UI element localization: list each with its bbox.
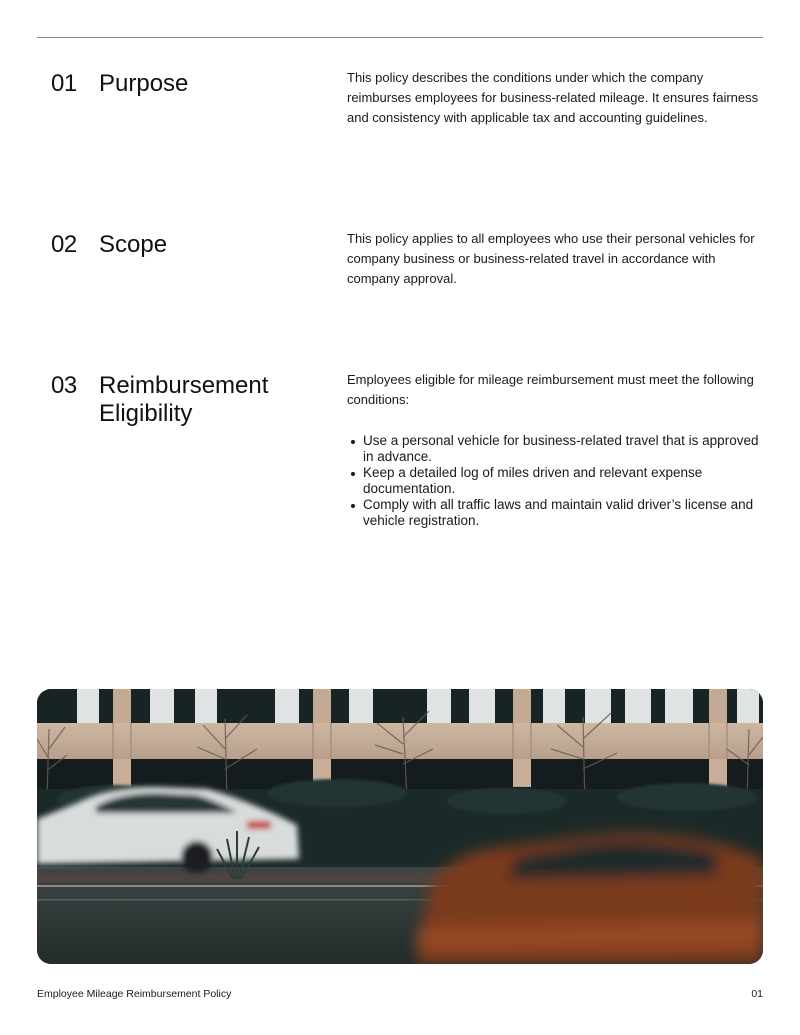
footer-page-number: 01: [751, 988, 763, 1000]
list-item: Use a personal vehicle for business-related travel that is approved in advance.: [347, 433, 767, 465]
section-number: 02: [51, 231, 77, 258]
street-photo: [37, 689, 763, 964]
list-item: Keep a detailed log of miles driven and relevant expense documentation.: [347, 465, 767, 497]
top-divider: [37, 37, 763, 38]
section-title: Purpose: [99, 70, 189, 97]
section-title: Reimbursement Eligibility: [99, 372, 269, 427]
section-title: Scope: [99, 231, 168, 258]
section-body: This policy applies to all employees who use their personal vehicles for company business or business-related travel in accordance with company approval.: [347, 231, 755, 286]
section-body: Employees eligible for mileage reimbursement must meet the following conditions:: [347, 372, 754, 407]
section-number: 01: [51, 70, 77, 97]
list-item: Comply with all traffic laws and maintain valid driver’s license and vehicle registration.: [347, 497, 767, 529]
footer-document-title: Employee Mileage Reimbursement Policy: [37, 988, 232, 1000]
street-photo-illustration: [37, 689, 763, 964]
eligibility-list: [347, 433, 767, 529]
section-body: This policy describes the conditions under which the company reimburses employees for business-related mileage. It ensures fairness and consistency with applicable tax and accounting guidelines.: [347, 70, 759, 125]
section-number: 03: [51, 372, 77, 399]
